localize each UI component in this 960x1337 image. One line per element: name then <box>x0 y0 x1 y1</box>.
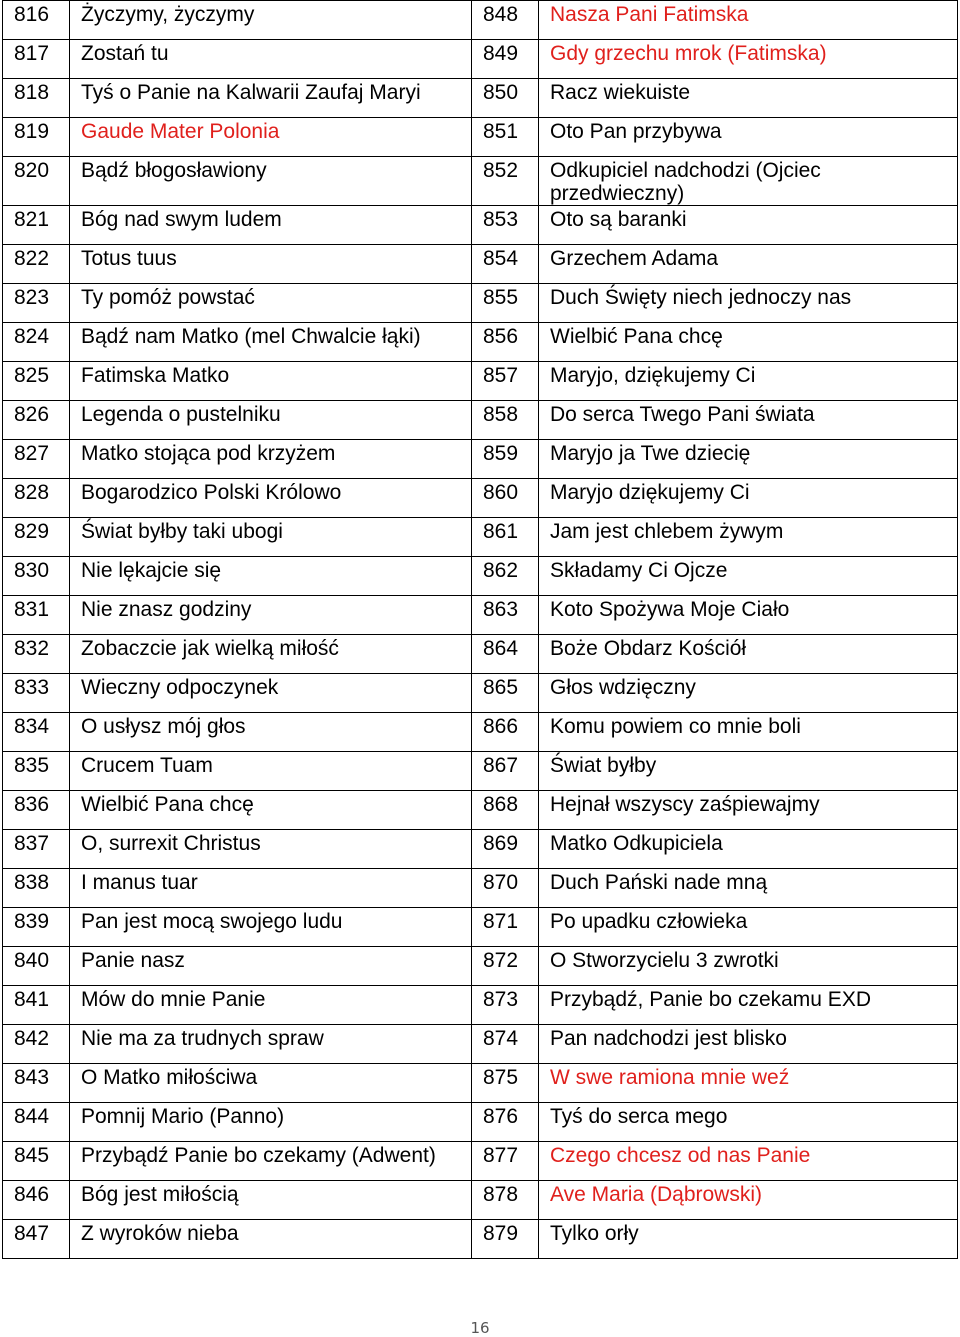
song-number-left: 840 <box>3 947 70 986</box>
song-number-right: 877 <box>472 1142 539 1181</box>
song-number-right: 873 <box>472 986 539 1025</box>
song-number-left: 826 <box>3 401 70 440</box>
song-title-left: Bądź nam Matko (mel Chwalcie łąki) <box>70 323 472 362</box>
song-number-left: 829 <box>3 518 70 557</box>
song-title-right: Składamy Ci Ojcze <box>539 557 958 596</box>
song-title-left: Bóg jest miłością <box>70 1181 472 1220</box>
table-row <box>3 869 958 908</box>
table-row <box>3 440 958 479</box>
song-number-right: 853 <box>472 206 539 245</box>
song-number-left: 847 <box>3 1220 70 1259</box>
song-title-right: Gdy grzechu mrok (Fatimska) <box>539 40 958 79</box>
table-row <box>3 713 958 752</box>
song-title-right: Ave Maria (Dąbrowski) <box>539 1181 958 1220</box>
song-number-left: 841 <box>3 986 70 1025</box>
song-title-left: Przybądź Panie bo czekamy (Adwent) <box>70 1142 472 1181</box>
song-title-right: Grzechem Adama <box>539 245 958 284</box>
song-title-right: Komu powiem co mnie boli <box>539 713 958 752</box>
song-number-left: 824 <box>3 323 70 362</box>
table-row <box>3 557 958 596</box>
table-row <box>3 596 958 635</box>
song-number-right: 851 <box>472 118 539 157</box>
song-title-right: Czego chcesz od nas Panie <box>539 1142 958 1181</box>
table-row <box>3 362 958 401</box>
song-number-right: 871 <box>472 908 539 947</box>
table-row <box>3 518 958 557</box>
table-row <box>3 752 958 791</box>
table-row <box>3 245 958 284</box>
song-number-left: 834 <box>3 713 70 752</box>
song-number-right: 867 <box>472 752 539 791</box>
song-title-right: Maryjo, dziękujemy Ci <box>539 362 958 401</box>
song-title-right: Matko Odkupiciela <box>539 830 958 869</box>
page-number: 16 <box>470 1319 490 1337</box>
song-number-right: 850 <box>472 79 539 118</box>
song-number-left: 827 <box>3 440 70 479</box>
song-title-left: I manus tuar <box>70 869 472 908</box>
table-row <box>3 157 958 206</box>
song-number-left: 818 <box>3 79 70 118</box>
song-number-right: 854 <box>472 245 539 284</box>
song-number-right: 861 <box>472 518 539 557</box>
table-row <box>3 206 958 245</box>
song-title-right: W swe ramiona mnie weź <box>539 1064 958 1103</box>
song-number-left: 819 <box>3 118 70 157</box>
song-title-left: Gaude Mater Polonia <box>70 118 472 157</box>
song-title-left: Bądź błogosławiony <box>70 157 472 206</box>
song-title-right: Nasza Pani Fatimska <box>539 1 958 40</box>
song-number-left: 820 <box>3 157 70 206</box>
song-title-right: Oto Pan przybywa <box>539 118 958 157</box>
song-number-left: 833 <box>3 674 70 713</box>
song-number-left: 842 <box>3 1025 70 1064</box>
song-number-right: 876 <box>472 1103 539 1142</box>
song-number-right: 848 <box>472 1 539 40</box>
table-row <box>3 1025 958 1064</box>
song-title-left: O Matko miłościwa <box>70 1064 472 1103</box>
song-number-right: 858 <box>472 401 539 440</box>
table-row <box>3 1064 958 1103</box>
table-row <box>3 79 958 118</box>
song-title-left: Nie lękajcie się <box>70 557 472 596</box>
song-title-right: Po upadku człowieka <box>539 908 958 947</box>
song-title-right: Do serca Twego Pani świata <box>539 401 958 440</box>
song-title-left: Ty pomóż powstać <box>70 284 472 323</box>
song-number-left: 832 <box>3 635 70 674</box>
song-number-left: 846 <box>3 1181 70 1220</box>
song-number-left: 838 <box>3 869 70 908</box>
song-title-left: O usłysz mój głos <box>70 713 472 752</box>
song-number-right: 862 <box>472 557 539 596</box>
song-number-left: 845 <box>3 1142 70 1181</box>
song-number-right: 865 <box>472 674 539 713</box>
song-number-right: 866 <box>472 713 539 752</box>
song-number-left: 839 <box>3 908 70 947</box>
song-number-right: 879 <box>472 1220 539 1259</box>
song-title-left: Totus tuus <box>70 245 472 284</box>
song-title-left: O, surrexit Christus <box>70 830 472 869</box>
song-title-left: Wieczny odpoczynek <box>70 674 472 713</box>
table-row <box>3 1142 958 1181</box>
song-number-left: 844 <box>3 1103 70 1142</box>
song-number-right: 856 <box>472 323 539 362</box>
song-number-left: 828 <box>3 479 70 518</box>
song-index-table <box>2 0 958 1259</box>
song-number-left: 821 <box>3 206 70 245</box>
table-row <box>3 674 958 713</box>
table-row <box>3 118 958 157</box>
song-title-left: Z wyroków nieba <box>70 1220 472 1259</box>
table-row <box>3 986 958 1025</box>
song-title-left: Legenda o pustelniku <box>70 401 472 440</box>
song-title-right: Świat byłby <box>539 752 958 791</box>
table-row <box>3 635 958 674</box>
song-number-left: 831 <box>3 596 70 635</box>
table-row <box>3 284 958 323</box>
song-number-left: 836 <box>3 791 70 830</box>
song-number-left: 843 <box>3 1064 70 1103</box>
song-number-right: 872 <box>472 947 539 986</box>
song-title-left: Crucem Tuam <box>70 752 472 791</box>
song-title-left: Nie znasz godziny <box>70 596 472 635</box>
song-number-right: 863 <box>472 596 539 635</box>
song-number-left: 835 <box>3 752 70 791</box>
table-row <box>3 323 958 362</box>
song-title-left: Fatimska Matko <box>70 362 472 401</box>
song-title-left: Panie nasz <box>70 947 472 986</box>
song-title-right: Koto Spożywa Moje Ciało <box>539 596 958 635</box>
song-title-left: Tyś o Panie na Kalwarii Zaufaj Maryi <box>70 79 472 118</box>
song-number-right: 855 <box>472 284 539 323</box>
song-number-right: 870 <box>472 869 539 908</box>
table-row <box>3 1103 958 1142</box>
table-row <box>3 947 958 986</box>
song-title-left: Życzymy, życzymy <box>70 1 472 40</box>
song-title-right: Oto są baranki <box>539 206 958 245</box>
song-title-right: Pan nadchodzi jest blisko <box>539 1025 958 1064</box>
song-rows <box>3 1 958 1259</box>
song-title-right: Racz wiekuiste <box>539 79 958 118</box>
song-title-right: Maryjo dziękujemy Ci <box>539 479 958 518</box>
song-number-right: 859 <box>472 440 539 479</box>
song-title-right: Duch Święty niech jednoczy nas <box>539 284 958 323</box>
table-row <box>3 908 958 947</box>
song-number-left: 822 <box>3 245 70 284</box>
song-number-left: 823 <box>3 284 70 323</box>
table-row <box>3 830 958 869</box>
song-title-left: Zostań tu <box>70 40 472 79</box>
song-number-left: 816 <box>3 1 70 40</box>
song-number-right: 852 <box>472 157 539 206</box>
table-row <box>3 1220 958 1259</box>
song-number-right: 868 <box>472 791 539 830</box>
song-number-right: 857 <box>472 362 539 401</box>
song-title-right: Przybądź, Panie bo czekamu EXD <box>539 986 958 1025</box>
song-title-left: Zobaczcie jak wielką miłość <box>70 635 472 674</box>
song-number-right: 875 <box>472 1064 539 1103</box>
song-title-left: Wielbić Pana chcę <box>70 791 472 830</box>
table-row <box>3 791 958 830</box>
song-number-left: 817 <box>3 40 70 79</box>
song-number-right: 849 <box>472 40 539 79</box>
song-number-right: 864 <box>472 635 539 674</box>
table-row <box>3 401 958 440</box>
song-title-left: Pomnij Mario (Panno) <box>70 1103 472 1142</box>
song-title-left: Matko stojąca pod krzyżem <box>70 440 472 479</box>
song-number-right: 869 <box>472 830 539 869</box>
song-title-right: Boże Obdarz Kościół <box>539 635 958 674</box>
song-number-right: 860 <box>472 479 539 518</box>
table-row <box>3 1 958 40</box>
song-title-left: Nie ma za trudnych spraw <box>70 1025 472 1064</box>
song-title-right: Tylko orły <box>539 1220 958 1259</box>
song-number-left: 830 <box>3 557 70 596</box>
song-number-left: 825 <box>3 362 70 401</box>
song-number-right: 874 <box>472 1025 539 1064</box>
song-title-left: Mów do mnie Panie <box>70 986 472 1025</box>
song-title-right: Duch Pański nade mną <box>539 869 958 908</box>
song-title-right: Tyś do serca mego <box>539 1103 958 1142</box>
song-title-right: Maryjo ja Twe dziecię <box>539 440 958 479</box>
song-title-right: Wielbić Pana chcę <box>539 323 958 362</box>
song-title-left: Bóg nad swym ludem <box>70 206 472 245</box>
song-title-left: Świat byłby taki ubogi <box>70 518 472 557</box>
song-title-left: Bogarodzico Polski Królowo <box>70 479 472 518</box>
song-title-right: Hejnał wszyscy zaśpiewajmy <box>539 791 958 830</box>
song-title-right: O Stworzycielu 3 zwrotki <box>539 947 958 986</box>
table-row <box>3 479 958 518</box>
song-title-right: Jam jest chlebem żywym <box>539 518 958 557</box>
song-title-left: Pan jest mocą swojego ludu <box>70 908 472 947</box>
song-number-right: 878 <box>472 1181 539 1220</box>
song-title-right: Głos wdzięczny <box>539 674 958 713</box>
song-number-left: 837 <box>3 830 70 869</box>
song-title-right: Odkupiciel nadchodzi (Ojciec przedwieczny) <box>539 157 958 206</box>
table-row <box>3 1181 958 1220</box>
table-row <box>3 40 958 79</box>
